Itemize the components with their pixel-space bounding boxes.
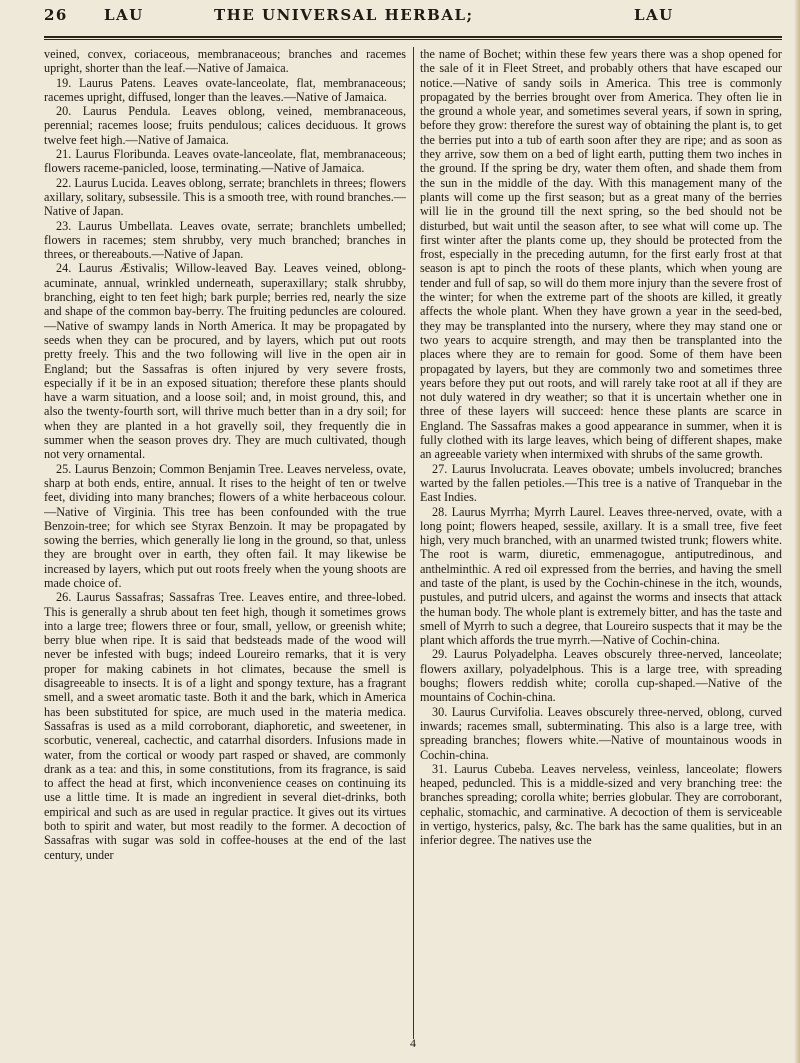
paragraph: 24. Laurus Æstivalis; Willow-leaved Bay. Leaves veined, oblong-acuminate, annual, wrinkled underneath, superaxillary; stalk shrubby, branching, eight to ten feet high; bark purple; berries red, nearly the size and shape of the common bay-berry. The fruiting peduncles are coloured.—Native of swampy lands in North America. It may be propagated by seeds when they can be procured, and by layers, which put out roots pretty freely. This and the two following will live in the open air in England; but the Sassafras is often injured by very severe frosts, especially if it be in an exposed situation; therefore these plants should have a warm situation, and a loose soil; and, in moist ground, this, and also the twenty-fourth sort, will thrive much better than in a dry soil; for when they are planted in a hot gravelly soil, they frequently die in summer when the season proves dry. They are much cultivated, though not very ornamental.: [44, 261, 406, 462]
paragraph: veined, convex, coriaceous, membranaceous; branches and racemes upright, shorter than the leaf.—Native of Jamaica.: [44, 47, 406, 76]
header-right-word: LAU: [634, 6, 674, 24]
paragraph: 31. Laurus Cubeba. Leaves nerveless, veinless, lanceolate; flowers heaped, peduncled. This is a middle-sized and very branching tree: the branches spreading; corolla white; berries globular. They are corroborant, cephalic, stomachic, and carminative. A decoction of them is serviceable in vertigo, hysterics, palsy, &c. The bark has the same qualities, but in an inferior degree. The natives use the: [420, 761, 782, 848]
page-number: 26: [44, 6, 68, 24]
column-divider: [413, 47, 414, 1039]
right-column: [420, 47, 782, 1053]
paragraph: 20. Laurus Pendula. Leaves oblong, veined, membranaceous, perennial; racemes loose; fruits pendulous; calices deciduous. It grows twelve feet high.—Native of Jamaica.: [44, 104, 406, 147]
header-title: THE UNIVERSAL HERBAL;: [214, 6, 474, 24]
header-rule: [44, 36, 782, 38]
paragraph: 19. Laurus Patens. Leaves ovate-lanceolate, flat, membranaceous; racemes upright, diffused, longer than the leaves.—Native of Jamaica.: [44, 75, 406, 104]
running-header: [44, 6, 782, 36]
paragraph: 28. Laurus Myrrha; Myrrh Laurel. Leaves three-nerved, ovate, with a long point; flowers heaped, sessile, axillary. It is a small tree, five feet high, very much branched, with an unarmed twisted trunk; flowers white. The root is warm, diuretic, emmenagogue, antiputredinous, and anthelminthic. A red oil expressed from the berries, and having the smell and taste of the plant, is used by the Cochin-chinese in the itch, wounds, pustules, and putrid ulcers, and against the worms and insects that attack the human body. The whole plant is extremely bitter, and has the taste and smell of Myrrh to such a degree, that Loureiro suspects that it may be the plant which affords the true myrrh.—Native of Cochin-china.: [420, 504, 782, 648]
paragraph: 29. Laurus Polyadelpha. Leaves obscurely three-nerved, lanceolate; flowers axillary, polyadelphous. This is a large tree, with spreading boughs; flowers reddish white; corolla cup-shaped.—Native of the mountains of Cochin-china.: [420, 647, 782, 705]
paragraph: 21. Laurus Floribunda. Leaves ovate-lanceolate, flat, membranaceous; flowers raceme-panicled, loose, terminating.—Native of Jamaica.: [44, 147, 406, 176]
page-edge-shadow: [794, 0, 800, 1063]
paragraph: 23. Laurus Umbellata. Leaves ovate, serrate; branchlets umbelled; flowers in racemes; stem shrubby, very much branched; branches in threes, or thereabouts.—Native of Japan.: [44, 218, 406, 262]
paragraph: 27. Laurus Involucrata. Leaves obovate; umbels involucred; branches warted by the fallen petioles.—This tree is a native of Tranquebar in the East Indies.: [420, 461, 782, 505]
paragraph: 22. Laurus Lucida. Leaves oblong, serrate; branchlets in threes; flowers axillary, solitary, subsessile. This is a smooth tree, with round branches.—Native of Japan.: [44, 175, 406, 219]
text-columns: [44, 47, 782, 1053]
left-column: [44, 47, 406, 1053]
paragraph: 30. Laurus Curvifolia. Leaves obscurely three-nerved, oblong, curved inwards; racemes small, subterminating. This also is a large tree, with spreading branches; flowers white.—Native of mountainous woods in Cochin-china.: [420, 704, 782, 762]
paragraph: the name of Bochet; within these few years there was a shop opened for the sale of it in Fleet Street, and probably others that have escaped our notice.—Native of sandy soils in America. This tree is commonly propagated by the berries brought over from America. They often lie in the ground a whole year, and sometimes several years, if sown in spring, before they grow: therefore the surest way of obtaining the plant is, to get the berries put into a tub of earth soon after they are ripe; and as soon as they arrive, sow them on a bed of light earth, putting them two inches in the ground. If the spring be dry, water them often, and shade them from the sun in the middle of the day. With this management many of the plants will come up the first season; but as a great many of the berries will lie in the ground till the next spring, so the bed should not be disturbed, but wait until the season after, to see what will come up. The first winter after the plants come up, they should be protected from the frost, especially in the preceding autumn, for the first early frost at that season is apt to pinch the roots of these plants, which when young are tender and full of sap, so will do them more injury than the severe frost of the winter; for when the extreme part of the shoots are killed, it greatly affects the whole plant. When they have grown a year in the seed-bed, they may be transplanted into the nursery, where they may stand one or two years to acquire strength, and may then be transplanted into the places where they are to remain for good. Some of them have been propagated by layers, but they are commonly two and sometimes three years before they put out roots, and will rarely take root at all if they are not duly watered in dry weather; so that it is uncertain whether one in three of these layers will succeed: hence these plants are scarce in England. The Sassafras makes a good appearance in summer, when it is fully clothed with its large leaves, which being of different shapes, make an agreeable variety when intermixed with shrubs of the same growth.: [420, 47, 782, 462]
signature-mark: 4: [410, 1036, 416, 1050]
header-rule-thin: [44, 39, 782, 40]
header-left-word: LAU: [104, 6, 144, 24]
paragraph: 25. Laurus Benzoin; Common Benjamin Tree. Leaves nerveless, ovate, sharp at both ends, entire, annual. It rises to the height of ten or twelve feet, dividing into many branches; flowers of a white herbaceous colour.—Native of Virginia. This tree has been confounded with the true Benzoin-tree; for which see Styrax Benzoin. It may be propagated by sowing the berries, which generally lie long in the ground, so that, unless they are brought over in earth, they often fail. It may likewise be increased by layers, which put out roots freely when the young shoots are made choice of.: [44, 461, 406, 590]
paragraph: 26. Laurus Sassafras; Sassafras Tree. Leaves entire, and three-lobed. This is generally a shrub about ten feet high, though it sometimes grows into a large tree; flowers three or four, small, yellow, or greenish white; berry blue when ripe. It is said that bedsteads made of the wood will never be infested with bugs; indeed Loureiro remarks, that it is very proper for making cabinets in hot climates, because the smell is disagreeable to insects. It is of a light and spongy texture, has a fragrant smell, and a sweet aromatic taste. Both it and the bark, which in America has been substituted for spice, are much used in the materia medica. Sassafras is used as a mild corroborant, diaphoretic, and sweetener, in scorbutic, venereal, cachectic, and catarrhal disorders. Infusions made in water, from the cortical or woody part rasped or shaved, are commonly drank as a tea: and this, in some constitutions, from its fragrance, is said to affect the head at first, which inconvenience ceases on continuing its use a little time. It is made an ingredient in several diet-drinks, both empirical and such as are used in regular practice. It gives out its virtues both to spirit and water, but most readily to the former. A decoction of Sassafras with sugar was sold in coffee-houses at the end of the last century, under: [44, 590, 406, 862]
